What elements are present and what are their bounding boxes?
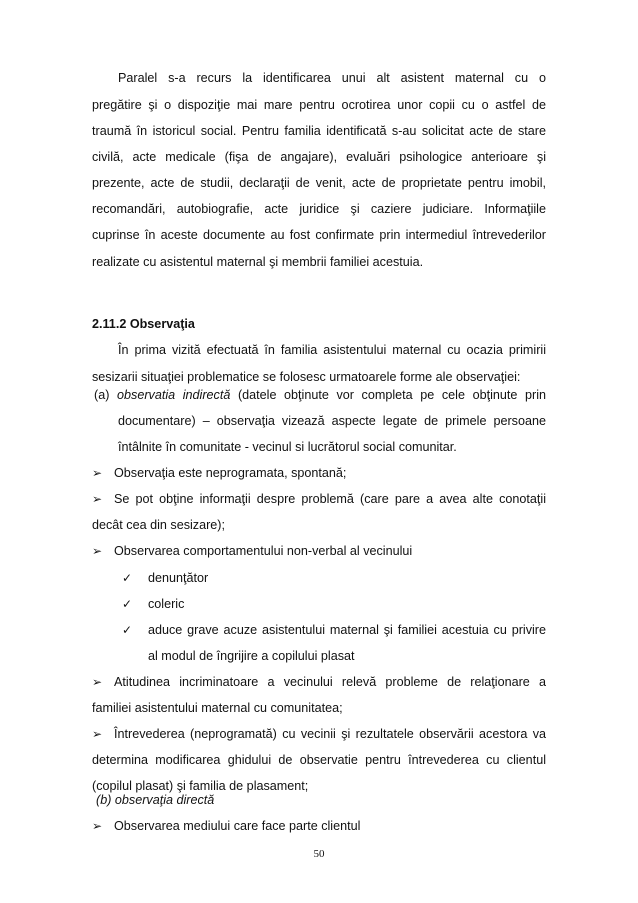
item-a-line2: documentare) – observaţia vizează aspecte legate de primele persoane: [118, 414, 546, 428]
item-a-text: (datele obţinute vor completa pe cele obţinute prin: [237, 388, 546, 402]
bullet-item-continued: decât cea din sesizare);: [92, 518, 226, 532]
item-a-line1: [94, 387, 546, 404]
bullet-item: Observarea mediului care face parte clientul: [114, 819, 361, 833]
check-icon: ✓: [122, 597, 133, 611]
arrow-bullet-icon: ➢: [92, 819, 103, 833]
paragraph-line: recomandări, autobiografie, acte juridice şi caziere judiciare. Informaţiile: [92, 202, 546, 216]
arrow-bullet-icon: ➢: [92, 727, 103, 741]
bullet-item-continued: (copilul plasat) şi familia de plasament;: [92, 779, 309, 793]
bullet-item: Observaţia este neprogramata, spontană;: [114, 466, 347, 480]
check-icon: ✓: [122, 571, 133, 585]
item-a-label: (a): [94, 388, 110, 402]
section-intro-line: sesizarii situaţiei problematice se folosesc urmatoarele forme ale observaţiei:: [92, 370, 521, 384]
item-b-label: (b) observaţia directă: [96, 793, 215, 807]
paragraph-line: traumă în istoricul social. Pentru familia identificată s-au solicitat acte de stare: [92, 124, 546, 138]
page-number: 50: [313, 848, 325, 860]
bullet-item: Se pot obţine informaţii despre problemă (care pare a avea alte conotaţii: [114, 492, 546, 506]
check-icon: ✓: [122, 623, 133, 637]
check-item: aduce grave acuze asistentului maternal şi familiei acestuia cu privire: [148, 623, 546, 637]
bullet-item: Observarea comportamentului non-verbal al vecinului: [114, 544, 413, 558]
paragraph-line: Paralel s-a recurs la identificarea unui alt asistent maternal cu o: [118, 71, 546, 85]
item-a-line3: întâlnite în comunitate - vecinul si lucrătorul social comunitar.: [118, 440, 457, 454]
paragraph-line: cuprinse în aceste documente au fost confirmate prin intermediul întrevederilor: [92, 228, 546, 242]
bullet-item: Întrevederea (neprogramată) cu vecinii şi rezultatele observării acestora va: [114, 727, 546, 741]
check-item-continued: al modul de îngrijire a copilului plasat: [148, 649, 355, 663]
bullet-item-continued: determina modificarea ghidului de observatie pentru întrevederea cu clientul: [92, 753, 546, 767]
item-a-title: observatia indirectă: [117, 388, 231, 402]
paragraph-line: prezente, acte de studii, declaraţii de venit, acte de proprietate pentru imobil,: [92, 176, 546, 190]
check-item: coleric: [148, 597, 185, 611]
bullet-item: Atitudinea incriminatoare a vecinului relevă probleme de relaţionare a: [114, 675, 546, 689]
arrow-bullet-icon: ➢: [92, 675, 103, 689]
bullet-item-continued: familiei asistentului maternal cu comunitatea;: [92, 701, 343, 715]
section-intro-line: În prima vizită efectuată în familia asistentului maternal cu ocazia primirii: [118, 343, 546, 357]
check-item: denunţător: [148, 571, 209, 585]
paragraph-line: realizate cu asistentul maternal şi membrii familiei acestuia.: [92, 255, 424, 269]
section-heading: 2.11.2 Observaţia: [92, 317, 195, 331]
arrow-bullet-icon: ➢: [92, 492, 103, 506]
paragraph-line: pregătire şi o dispoziţie mai mare pentru ocrotirea unor copii cu o astfel de: [92, 98, 546, 112]
arrow-bullet-icon: ➢: [92, 466, 103, 480]
arrow-bullet-icon: ➢: [92, 544, 103, 558]
paragraph-line: civilă, acte medicale (fişa de angajare), evaluări psihologice anterioare şi: [92, 150, 546, 164]
